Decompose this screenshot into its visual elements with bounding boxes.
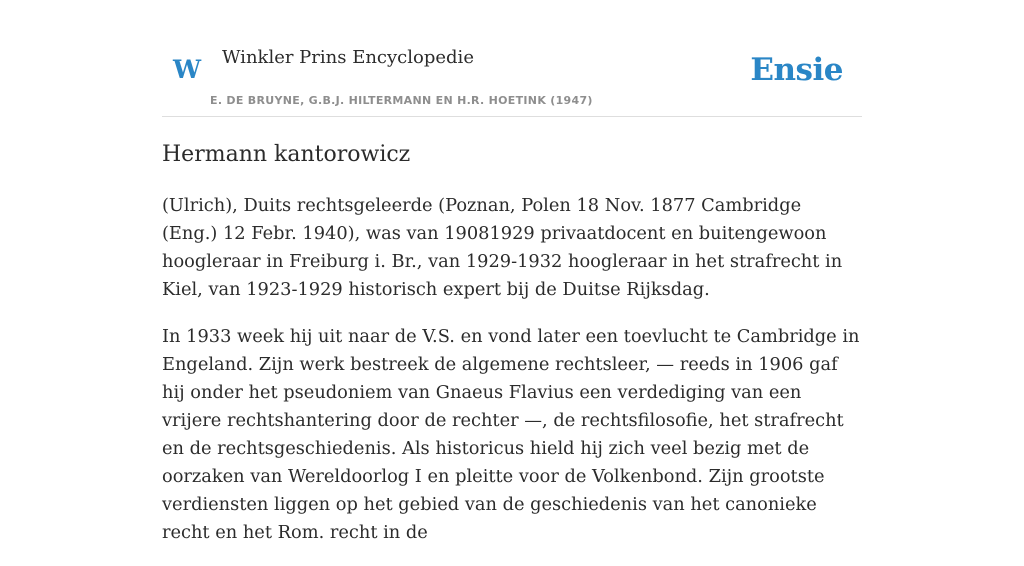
article-paragraph-1: (Ulrich), Duits rechtsgeleerde (Poznan, Polen 18 Nov. 1877 Cambridge (Eng.) 12 Febr. 1940), was van 19081929 privaatdocent en buitengewoon hoogleraar in Freiburg i. Br., van 1929-1932 hoogleraar in het strafrecht in Kiel, van 1923-1929 historisch expert bij de Duitse Rijksdag. xyxy=(162,195,843,300)
article-title: Hermann kantorowicz xyxy=(162,142,411,167)
ensie-logo[interactable]: Ensie xyxy=(750,52,843,88)
article-paragraph-2: In 1933 week hij uit naar de V.S. en vond later een toevlucht te Cambridge in Engeland. Zijn werk bestreek de algemene rechtsleer, — reeds in 1906 gaf hij onder het pseudoniem van Gnaeus Flavius een verdediging van een vrijere rechtshantering door de rechter —, de rechtsfilosofie, het strafrecht en de rechtsgeschiedenis. Als historicus hield hij zich veel bezig met de oorzaken van Wereldoorlog I en pleitte voor de Volkenbond. Zijn grootste verdiensten liggen op het gebied van de geschiedenis van het canonieke recht en het Rom. recht in de xyxy=(162,326,860,543)
winkler-prins-logo[interactable]: W xyxy=(173,55,202,84)
book-title[interactable]: Winkler Prins Encyclopedie xyxy=(222,47,474,68)
article-body xyxy=(162,192,862,566)
site-header xyxy=(162,40,862,117)
book-authors: E. DE BRUYNE, G.B.J. HILTERMANN EN H.R. HOETINK (1947) xyxy=(210,94,593,107)
